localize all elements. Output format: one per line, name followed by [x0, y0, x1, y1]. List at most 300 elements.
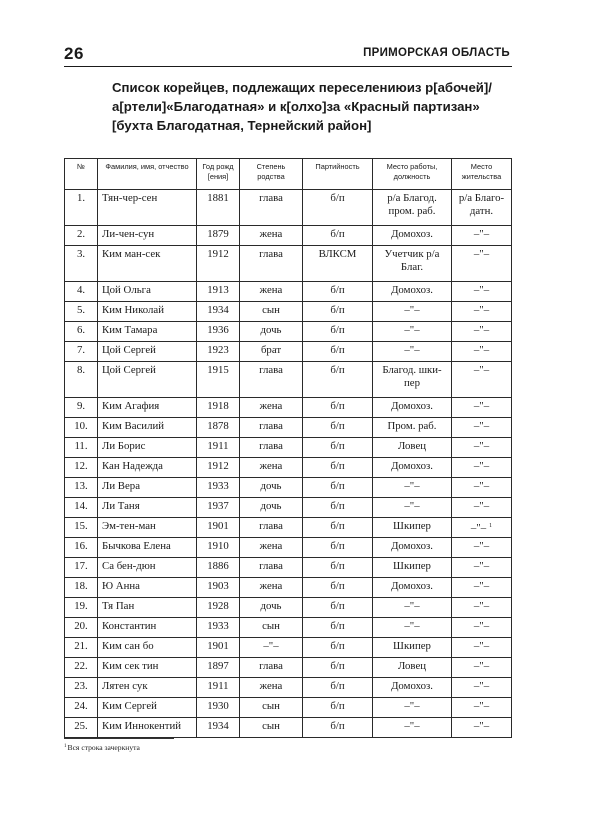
cell-year-text: 1933: [207, 620, 229, 632]
cell-residence: [452, 418, 512, 438]
cell-relation: [240, 282, 303, 302]
cell-year: [197, 518, 240, 538]
cell-name-text: Ким Николай: [102, 304, 164, 316]
cell-name: [98, 478, 197, 498]
table-row: [65, 362, 512, 398]
cell-residence: [452, 226, 512, 246]
cell-job: [373, 190, 452, 226]
page-number: 26: [64, 44, 84, 63]
cell-job: [373, 538, 452, 558]
cell-party: [303, 302, 373, 322]
cell-year: [197, 658, 240, 678]
cell-residence-text: –"–: [473, 500, 490, 512]
cell-job-text: –"–: [404, 500, 420, 512]
cell-year: [197, 362, 240, 398]
cell-year-text: 1879: [207, 228, 229, 240]
cell-relation: [240, 558, 303, 578]
cell-name-text: Эм-тен-ман: [102, 520, 156, 532]
cell-job-text: –"–: [404, 324, 420, 336]
cell-relation: [240, 418, 303, 438]
cell-party: [303, 638, 373, 658]
cell-year: [197, 538, 240, 558]
table-row: [65, 718, 512, 738]
cell-year-text: 1912: [207, 460, 229, 472]
cell-job-text: –"–: [404, 700, 420, 712]
cell-year: [197, 226, 240, 246]
cell-job-text: Домохоз.: [391, 400, 433, 412]
cell-job: [373, 698, 452, 718]
cell-job-text: –"–: [404, 344, 420, 356]
cell-job-text: –"–: [404, 720, 420, 732]
cell-relation-text: дочь: [260, 480, 282, 492]
cell-party-text: б/п: [330, 720, 345, 732]
cell-relation-text: глава: [259, 364, 283, 376]
cell-no-text: 17.: [74, 560, 88, 572]
cell-party-text: б/п: [330, 700, 345, 712]
cell-year: [197, 190, 240, 226]
cell-name: [98, 190, 197, 226]
cell-year-text: 1934: [207, 720, 229, 732]
cell-job: [373, 458, 452, 478]
cell-year-text: 1886: [207, 560, 229, 572]
cell-residence: [452, 190, 512, 226]
cell-relation-text: дочь: [260, 600, 282, 612]
cell-no-text: 19.: [74, 600, 88, 612]
cell-party: [303, 418, 373, 438]
cell-party: [303, 498, 373, 518]
header-party: Партийность: [303, 159, 373, 190]
cell-year-text: 1937: [207, 500, 229, 512]
table-body: [65, 190, 512, 738]
cell-residence-text: –"–: [473, 700, 490, 712]
cell-name-text: Цой Сергей: [102, 364, 156, 376]
cell-party: [303, 342, 373, 362]
cell-no: [65, 718, 98, 738]
cell-party: [303, 190, 373, 226]
cell-residence-text: –"–: [473, 440, 490, 452]
cell-no: [65, 418, 98, 438]
cell-relation-text: жена: [259, 460, 283, 472]
cell-job: [373, 302, 452, 322]
cell-party-text: б/п: [330, 540, 345, 552]
table-row: [65, 678, 512, 698]
cell-residence-text: –"–: [473, 560, 490, 572]
cell-residence-text: –"–: [473, 620, 490, 632]
cell-relation: [240, 518, 303, 538]
cell-party-text: б/п: [330, 500, 345, 512]
cell-party-text: б/п: [330, 640, 345, 652]
cell-year-text: 1881: [207, 192, 229, 204]
table-row: [65, 538, 512, 558]
cell-name-text: Константин: [102, 620, 157, 632]
cell-year-text: 1897: [207, 660, 229, 672]
cell-no: [65, 698, 98, 718]
cell-residence: [452, 282, 512, 302]
cell-no-text: 18.: [74, 580, 88, 592]
cell-name-text: Ли Борис: [102, 440, 146, 452]
cell-residence-text: –"–: [473, 480, 490, 492]
cell-year: [197, 246, 240, 282]
cell-name: [98, 246, 197, 282]
cell-job: [373, 598, 452, 618]
cell-no: [65, 246, 98, 282]
cell-party-text: б/п: [330, 324, 345, 336]
cell-residence-text: –"–: [470, 522, 487, 534]
cell-no: [65, 282, 98, 302]
cell-relation-text: глава: [259, 192, 283, 204]
cell-residence: [452, 638, 512, 658]
cell-party-text: б/п: [330, 284, 345, 296]
cell-party: [303, 658, 373, 678]
cell-no: [65, 498, 98, 518]
header-job: Место работы, должность: [373, 159, 452, 190]
cell-name: [98, 638, 197, 658]
cell-residence-text: –"–: [473, 640, 490, 652]
cell-relation-text: сын: [262, 700, 280, 712]
cell-job: [373, 498, 452, 518]
cell-year-text: 1913: [207, 284, 229, 296]
cell-job: [373, 398, 452, 418]
cell-job-text: Домохоз.: [391, 228, 433, 240]
cell-no-text: 15.: [74, 520, 88, 532]
cell-job-text: Домохоз.: [391, 460, 433, 472]
cell-party-text: б/п: [330, 480, 345, 492]
cell-relation: [240, 458, 303, 478]
cell-year: [197, 398, 240, 418]
cell-no: [65, 322, 98, 342]
cell-job: [373, 282, 452, 302]
table-row: [65, 558, 512, 578]
cell-residence: [452, 598, 512, 618]
cell-relation: [240, 578, 303, 598]
cell-name: [98, 578, 197, 598]
title-line: [бухта Благодатная, Тернейский район]: [112, 118, 372, 133]
table-row: [65, 578, 512, 598]
cell-job: [373, 322, 452, 342]
cell-no-text: 1.: [76, 192, 86, 204]
cell-name-text: Ким Сергей: [102, 700, 157, 712]
cell-relation: [240, 658, 303, 678]
cell-name-text: Ким сан бо: [102, 640, 154, 652]
table-header-row: [65, 159, 512, 190]
header-name: Фамилия, имя, отчество: [98, 159, 197, 190]
cell-job-text: Домохоз.: [391, 580, 433, 592]
cell-job: [373, 518, 452, 538]
cell-no: [65, 478, 98, 498]
cell-no-text: 25.: [74, 720, 88, 732]
cell-job: [373, 226, 452, 246]
cell-name: [98, 282, 197, 302]
cell-residence: [452, 578, 512, 598]
cell-name-text: Ли Таня: [102, 500, 140, 512]
cell-relation-text: жена: [259, 400, 283, 412]
cell-relation: [240, 638, 303, 658]
cell-relation: [240, 226, 303, 246]
table-row: [65, 598, 512, 618]
cell-party-text: б/п: [330, 560, 345, 572]
cell-relation-text: глава: [259, 660, 283, 672]
cell-name: [98, 658, 197, 678]
cell-year: [197, 718, 240, 738]
cell-party: [303, 558, 373, 578]
cell-residence-text: –"–: [473, 228, 490, 240]
cell-no: [65, 342, 98, 362]
cell-job-text: –"–: [404, 480, 420, 492]
cell-residence-text: –"–: [473, 304, 490, 316]
cell-name-text: Ким сек тин: [102, 660, 159, 672]
cell-residence: [452, 438, 512, 458]
cell-year: [197, 598, 240, 618]
cell-no-text: 6.: [76, 324, 86, 336]
footnote-reference: 1: [489, 523, 493, 529]
cell-job: [373, 558, 452, 578]
cell-job: [373, 246, 452, 282]
cell-job-text: Домохоз.: [391, 284, 433, 296]
cell-party: [303, 698, 373, 718]
cell-name: [98, 302, 197, 322]
title-line: Список корейцев, подлежащих переселениюиз р[абочей]/: [112, 80, 492, 95]
cell-no-text: 5.: [76, 304, 86, 316]
cell-name-text: Ли-чен-сун: [102, 228, 155, 240]
cell-no: [65, 518, 98, 538]
cell-name-text: Тян-чер-сен: [102, 192, 158, 204]
cell-residence: [452, 518, 512, 538]
cell-name: [98, 362, 197, 398]
cell-no: [65, 302, 98, 322]
cell-name-text: Ким Тамара: [102, 324, 158, 336]
table-row: [65, 342, 512, 362]
cell-party: [303, 678, 373, 698]
cell-residence-text: –"–: [473, 580, 490, 592]
cell-job-text: –"–: [404, 620, 420, 632]
cell-party: [303, 478, 373, 498]
cell-party-text: б/п: [330, 580, 345, 592]
cell-relation: [240, 618, 303, 638]
cell-name-text: Ким Агафия: [102, 400, 160, 412]
table-row: [65, 618, 512, 638]
footnote-mark: 1: [64, 744, 67, 749]
table-row: [65, 438, 512, 458]
footnote-text: Вся строка зачеркнута: [67, 743, 140, 752]
cell-party-text: б/п: [330, 400, 345, 412]
table-row: [65, 418, 512, 438]
cell-relation-text: дочь: [260, 500, 282, 512]
cell-residence: [452, 658, 512, 678]
cell-no-text: 22.: [74, 660, 88, 672]
cell-party-text: б/п: [330, 420, 345, 432]
cell-party-text: б/п: [330, 192, 345, 204]
cell-residence: [452, 718, 512, 738]
table-row: [65, 698, 512, 718]
cell-residence: [452, 362, 512, 398]
header-rule: [64, 66, 512, 67]
cell-job-text: Домохоз.: [391, 540, 433, 552]
cell-name-text: Лятен сук: [102, 680, 148, 692]
cell-residence-text: –"–: [473, 284, 490, 296]
header-relation: Степень родства: [240, 159, 303, 190]
cell-relation-text: глава: [259, 520, 283, 532]
cell-no-text: 3.: [76, 248, 86, 260]
cell-no-text: 9.: [76, 400, 86, 412]
cell-residence-text: –"–: [473, 660, 490, 672]
cell-residence: [452, 398, 512, 418]
cell-no-text: 10.: [74, 420, 88, 432]
cell-no-text: 16.: [74, 540, 88, 552]
cell-relation: [240, 678, 303, 698]
running-head: ПРИМОРСКАЯ ОБЛАСТЬ: [363, 47, 510, 59]
cell-residence: [452, 322, 512, 342]
cell-year-text: 1911: [207, 680, 229, 692]
cell-job-text: Ловец: [397, 440, 427, 452]
cell-no-text: 20.: [74, 620, 88, 632]
cell-no: [65, 538, 98, 558]
cell-residence-text: –"–: [473, 400, 490, 412]
cell-no: [65, 598, 98, 618]
cell-no-text: 14.: [74, 500, 88, 512]
cell-residence: [452, 558, 512, 578]
cell-name-text: Бычкова Елена: [102, 540, 171, 552]
cell-job-text: –"–: [404, 600, 420, 612]
cell-name: [98, 698, 197, 718]
cell-residence-text: –"–: [473, 600, 490, 612]
cell-party: [303, 398, 373, 418]
table-row: [65, 498, 512, 518]
cell-no-text: 8.: [76, 364, 86, 376]
cell-year-text: 1928: [207, 600, 229, 612]
cell-year: [197, 418, 240, 438]
cell-relation-text: сын: [262, 720, 280, 732]
table-row: [65, 518, 512, 538]
cell-name: [98, 518, 197, 538]
cell-year-text: 1936: [207, 324, 229, 336]
cell-job: [373, 438, 452, 458]
cell-relation-text: жена: [259, 680, 283, 692]
cell-residence: [452, 458, 512, 478]
cell-name-text: Ли Вера: [102, 480, 140, 492]
cell-party-text: ВЛКСМ: [318, 248, 357, 260]
cell-party: [303, 578, 373, 598]
cell-name-text: Ю Анна: [102, 580, 140, 592]
cell-year: [197, 478, 240, 498]
cell-relation-text: глава: [259, 248, 283, 260]
cell-job-text: Шкипер: [393, 560, 431, 572]
cell-name: [98, 226, 197, 246]
cell-no: [65, 438, 98, 458]
cell-relation-text: глава: [259, 560, 283, 572]
cell-no-text: 12.: [74, 460, 88, 472]
cell-residence: [452, 618, 512, 638]
cell-year-text: 1918: [207, 400, 229, 412]
cell-job: [373, 578, 452, 598]
cell-name: [98, 418, 197, 438]
header-residence: Место жительства: [452, 159, 512, 190]
cell-relation-text: жена: [259, 228, 283, 240]
cell-name: [98, 458, 197, 478]
cell-party-text: б/п: [330, 364, 345, 376]
cell-residence: [452, 678, 512, 698]
cell-name-text: Цой Ольга: [102, 284, 151, 296]
cell-no: [65, 458, 98, 478]
cell-year: [197, 458, 240, 478]
cell-year-text: 1915: [207, 364, 229, 376]
cell-party: [303, 518, 373, 538]
cell-no: [65, 190, 98, 226]
table-row: [65, 458, 512, 478]
cell-name: [98, 438, 197, 458]
cell-residence-text: –"–: [473, 324, 490, 336]
header-year: Год рожд [ения]: [197, 159, 240, 190]
cell-year: [197, 698, 240, 718]
cell-party: [303, 538, 373, 558]
cell-job: [373, 718, 452, 738]
cell-residence-text: –"–: [473, 344, 490, 356]
cell-relation-text: жена: [259, 580, 283, 592]
cell-year: [197, 342, 240, 362]
table-row: [65, 638, 512, 658]
cell-relation: [240, 190, 303, 226]
cell-residence-text: –"–: [473, 540, 490, 552]
cell-year: [197, 438, 240, 458]
cell-year: [197, 578, 240, 598]
cell-job-text: Благод. шки- пер: [382, 364, 442, 389]
document-title: [112, 78, 512, 135]
cell-name-text: Са бен-дюн: [102, 560, 156, 572]
cell-party-text: б/п: [330, 620, 345, 632]
cell-job-text: Пром. раб.: [387, 420, 437, 432]
cell-party: [303, 226, 373, 246]
cell-party-text: б/п: [330, 520, 345, 532]
cell-relation: [240, 362, 303, 398]
cell-job: [373, 478, 452, 498]
cell-name: [98, 598, 197, 618]
cell-year-text: 1912: [207, 248, 229, 260]
cell-job: [373, 418, 452, 438]
cell-party: [303, 438, 373, 458]
cell-no-text: 7.: [76, 344, 86, 356]
cell-job-text: –"–: [404, 304, 420, 316]
cell-no: [65, 618, 98, 638]
cell-job: [373, 342, 452, 362]
cell-no-text: 13.: [74, 480, 88, 492]
cell-residence-text: р/а Благо- датн.: [458, 192, 505, 217]
cell-party-text: б/п: [330, 460, 345, 472]
cell-no: [65, 398, 98, 418]
cell-year-text: 1923: [207, 344, 229, 356]
cell-year-text: 1901: [207, 640, 229, 652]
cell-relation-text: –"–: [263, 640, 279, 652]
cell-relation-text: жена: [259, 540, 283, 552]
cell-no-text: 23.: [74, 680, 88, 692]
cell-year-text: 1934: [207, 304, 229, 316]
cell-job-text: Шкипер: [393, 520, 431, 532]
cell-residence: [452, 538, 512, 558]
cell-name-text: Цой Сергей: [102, 344, 156, 356]
table-row: [65, 302, 512, 322]
cell-relation: [240, 438, 303, 458]
cell-relation: [240, 342, 303, 362]
cell-residence: [452, 698, 512, 718]
cell-no: [65, 638, 98, 658]
cell-no-text: 4.: [76, 284, 86, 296]
cell-year: [197, 558, 240, 578]
cell-relation: [240, 246, 303, 282]
cell-year: [197, 302, 240, 322]
cell-relation: [240, 302, 303, 322]
cell-job: [373, 638, 452, 658]
cell-year-text: 1903: [207, 580, 229, 592]
cell-year: [197, 638, 240, 658]
header-no: №: [65, 159, 98, 190]
